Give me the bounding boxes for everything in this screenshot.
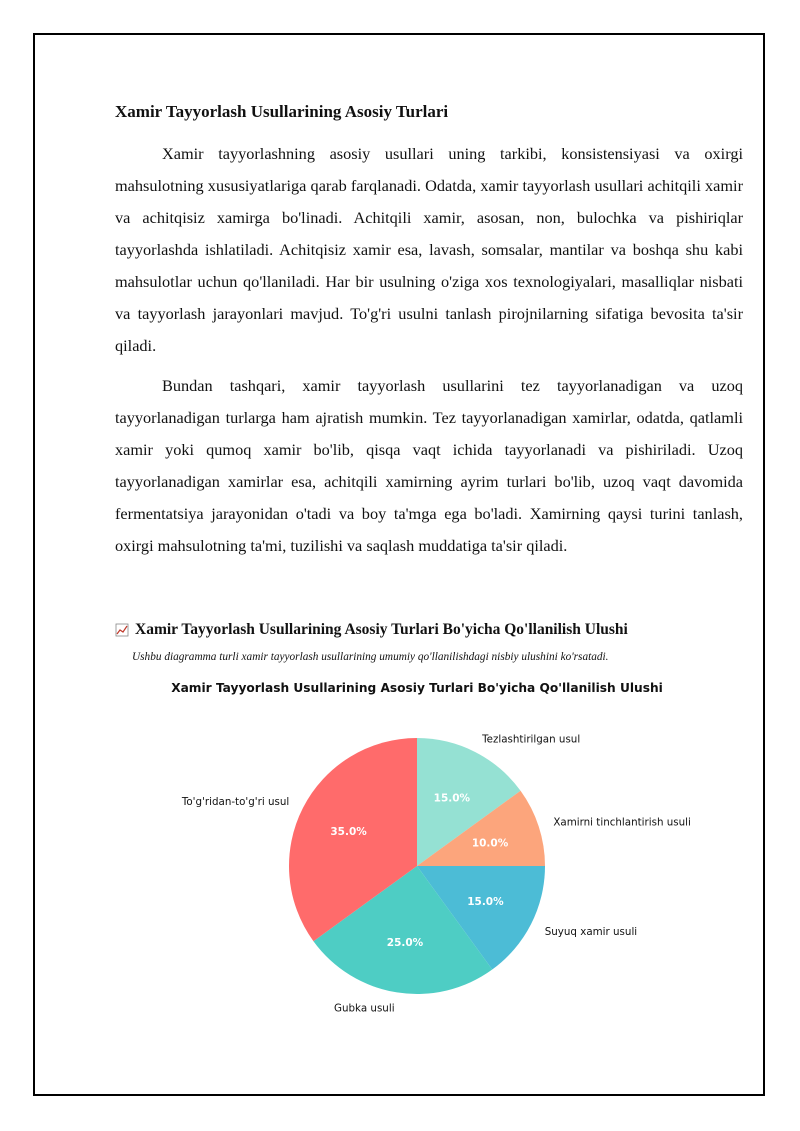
pie-slice-percent-3: 25.0%	[386, 936, 424, 949]
pie-slice-label-0: Tezlashtirilgan usul	[482, 733, 581, 746]
pie-slice-percent-1: 10.0%	[471, 837, 509, 850]
pie-slice-percent-2: 15.0%	[467, 895, 504, 908]
pie-slice-label-2: Suyuq xamir usuli	[544, 926, 638, 939]
pie-slice-label-3: Gubka usuli	[334, 1002, 395, 1015]
pie-slice-label-1: Xamirni tinchlantirish usuli	[553, 816, 691, 829]
pie-slice-percent-0: 15.0%	[433, 792, 471, 805]
pie-chart	[100, 672, 720, 1022]
chart-icon	[115, 623, 129, 637]
document-body	[115, 100, 743, 570]
paragraph-1: Xamir tayyorlashning asosiy usullari uning tarkibi, konsistensiyasi va oxirgi mahsulotning xususiyatlariga qarab farqlanadi. Odatda, xamir tayyorlash usullari achitqili xamir va achitqisiz xamirga bo'linadi. Achitqili xamir, asosan, non, bulochka va pishiriqlar tayyorlashda ishlatiladi. Achitqisiz xamir esa, lavash, somsalar, mantilar va boshqa shu kabi mahsulotlar uchun qo'llaniladi. Har bir usulning o'ziga xos texnologiyalari, masalliqlar nisbati va tayyorlash jarayonlari mavjud. To'g'ri usulni tanlash pirojnilarning sifatiga bevosita ta'sir qiladi.	[115, 144, 743, 355]
chart-title: Xamir Tayyorlash Usullarining Asosiy Turlari Bo'yicha Qo'llanilish Ulushi	[171, 681, 663, 695]
figure-caption: Ushbu diagramma turli xamir tayyorlash usullarining umumiy qo'llanilishdagi nisbiy ulushini ko'rsatadi.	[132, 651, 609, 663]
paragraph-2: Bundan tashqari, xamir tayyorlash usullarini tez tayyorlanadigan va uzoq tayyorlanadigan turlarga ham ajratish mumkin. Tez tayyorlanadigan xamirlar, odatda, qatlamli xamir yoki qumoq xamir bo'lib, qisqa vaqt ichida tayyorlanadi va pishiriladi. Uzoq tayyorlanadigan xamirlar esa, achitqili xamirning ayrim turlari bo'lib, uzoq vaqt davomida fermentatsiya jarayonidan o'tadi va boy ta'mga ega bo'ladi. Xamirning qaysi turini tanlash, oxirgi mahsulotning ta'mi, tuzilishi va saqlash muddatiga ta'sir qiladi.	[115, 376, 743, 555]
figure-heading-text: Xamir Tayyorlash Usullarining Asosiy Turlari Bo'yicha Qo'llanilish Ulushi	[135, 621, 628, 638]
pie-slice-label-4: To'g'ridan-to'g'ri usul	[181, 795, 290, 808]
pie-slice-percent-4: 35.0%	[330, 826, 367, 839]
figure-heading	[115, 619, 765, 641]
section-heading: Xamir Tayyorlash Usullarining Asosiy Turlari	[115, 102, 449, 121]
pie-slices	[289, 738, 545, 994]
